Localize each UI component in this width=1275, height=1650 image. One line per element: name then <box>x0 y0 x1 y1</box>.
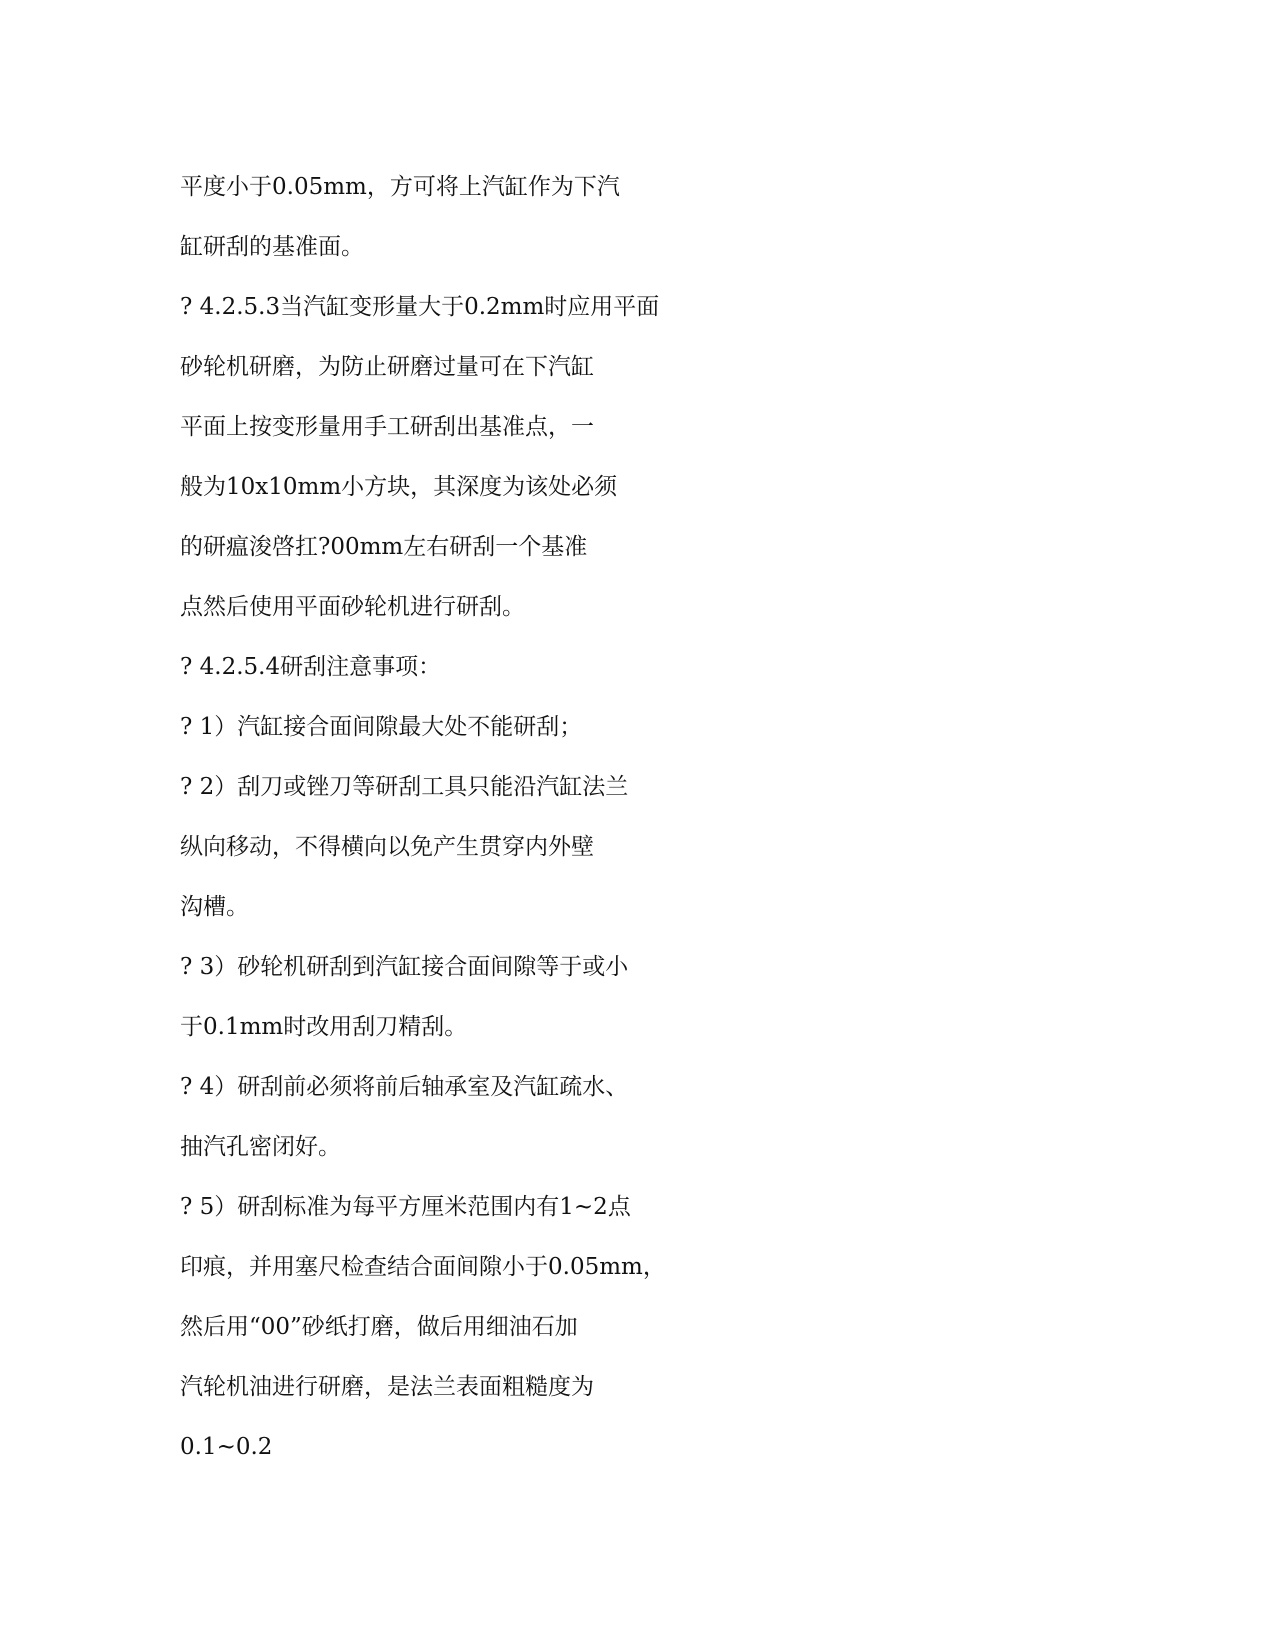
text-line-6: 般为10x10mm小方块，其深度为该处必须 <box>180 474 618 500</box>
text-line-11: ? 2）刮刀或锉刀等研刮工具只能沿汽缸法兰 <box>180 774 629 800</box>
text-line-19: 印痕，并用塞尺检查结合面间隙小于0.05mm， <box>180 1254 666 1280</box>
body-text <box>180 167 700 1487</box>
text-line-10: ? 1）汽缸接合面间隙最大处不能研刮； <box>180 714 583 740</box>
text-line-12: 纵向移动，不得横向以免产生贯穿内外壁 <box>180 834 594 860</box>
text-line-7: 的研瘟浚啓扛?00mm左右研刮一个基准 <box>180 534 588 560</box>
text-line-8: 点然后使用平面砂轮机进行研刮。 <box>180 594 525 620</box>
text-line-3: ? 4.2.5.3当汽缸变形量大于0.2mm时应用平面 <box>180 294 660 320</box>
text-line-4: 砂轮机研磨，为防止研磨过量可在下汽缸 <box>180 354 594 380</box>
text-line-18: ? 5）研刮标准为每平方厘米范围内有1~2点 <box>180 1194 631 1220</box>
text-line-22: 0.1~0.2 <box>180 1434 273 1460</box>
text-line-20: 然后用“00”砂纸打磨，做后用细油石加 <box>180 1314 578 1340</box>
text-line-1: 平度小于0.05mm，方可将上汽缸作为下汽 <box>180 174 620 200</box>
text-line-5: 平面上按变形量用手工研刮出基准点，一 <box>180 414 594 440</box>
text-line-13: 沟槽。 <box>180 894 249 920</box>
text-line-17: 抽汽孔密闭好。 <box>180 1134 341 1160</box>
text-line-14: ? 3）砂轮机研刮到汽缸接合面间隙等于或小 <box>180 954 629 980</box>
text-line-9: ? 4.2.5.4研刮注意事项： <box>180 654 442 680</box>
text-line-15: 于0.1mm时改用刮刀精刮。 <box>180 1014 468 1040</box>
text-line-16: ? 4）研刮前必须将前后轴承室及汽缸疏水、 <box>180 1074 629 1100</box>
text-line-2: 缸研刮的基准面。 <box>180 234 364 260</box>
text-line-21: 汽轮机油进行研磨，是法兰表面粗糙度为 <box>180 1374 594 1400</box>
